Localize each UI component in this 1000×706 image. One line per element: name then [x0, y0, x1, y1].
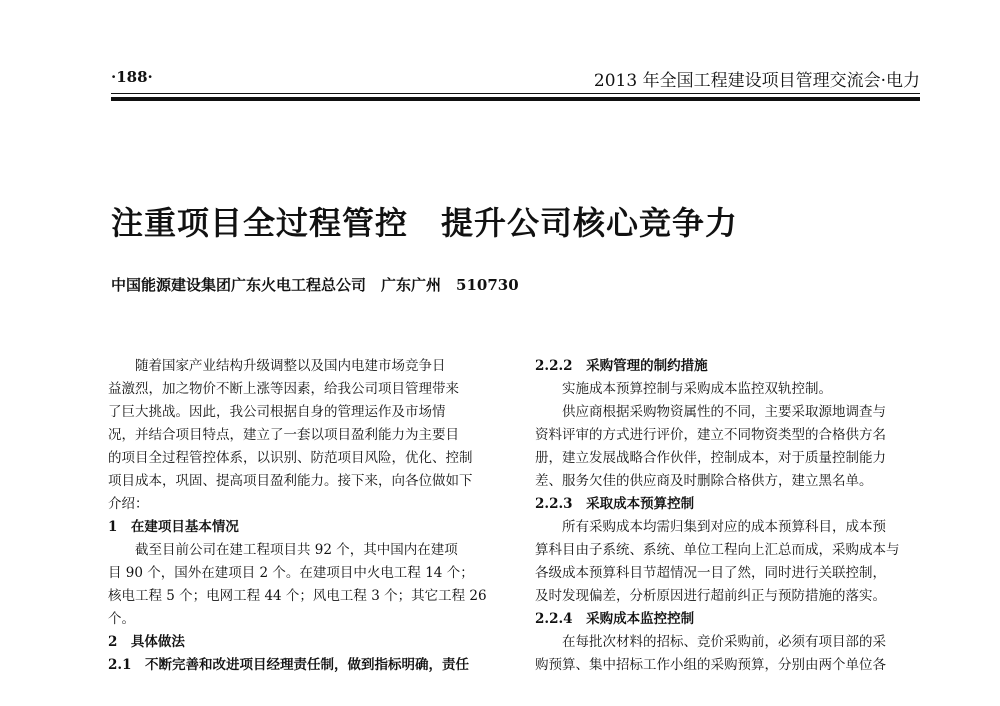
paragraph-line: 资料评审的方式进行评价，建立不同物资类型的合格供方名: [535, 427, 886, 443]
paragraph-line: 供应商根据采购物资属性的不同，主要采取源地调查与: [562, 404, 886, 420]
paragraph-line: 购预算、集中招标工作小组的采购预算，分别由两个单位各: [535, 657, 886, 673]
paragraph-line: 册，建立发展战略合作伙伴，控制成本，对于质量控制能力: [535, 450, 886, 466]
paragraph-line: 项目成本，巩固、提高项目盈利能力。接下来，向各位做如下: [108, 473, 473, 489]
right-column: [535, 355, 927, 677]
subsection-heading: 2.2.3 采取成本预算控制: [535, 496, 695, 512]
paragraph-line: 况，并结合项目特点，建立了一套以项目盈利能力为主要目: [108, 427, 459, 443]
article-title: 注重项目全过程管控 提升公司核心竞争力: [111, 204, 739, 242]
section-heading: 2 具体做法: [108, 634, 185, 650]
subsection-heading: 2.2.4 采购成本监控控制: [535, 611, 695, 627]
subsection-heading: 2.1 不断完善和改进项目经理责任制，做到指标明确，责任: [108, 657, 469, 673]
paragraph-line: 所有采购成本均需归集到对应的成本预算科目，成本预: [562, 519, 886, 535]
paragraph-line: 了巨大挑战。因此，我公司根据自身的管理运作及市场情: [108, 404, 446, 420]
paragraph-line: 实施成本预算控制与采购成本监控双轨控制。: [562, 381, 832, 397]
author-affiliation: 中国能源建设集团广东火电工程总公司 广东广州 510730: [111, 276, 519, 294]
paragraph-line: 个。: [108, 611, 135, 627]
header-rule-thin: [111, 93, 920, 94]
paragraph-line: 及时发现偏差，分析原因进行超前纠正与预防措施的落实。: [535, 588, 886, 604]
paragraph-line: 核电工程 5 个；电网工程 44 个；风电工程 3 个；其它工程 26: [108, 588, 487, 604]
paragraph-line: 益激烈，加之物价不断上涨等因素，给我公司项目管理带来: [108, 381, 459, 397]
paragraph-line: 在每批次材料的招标、竞价采购前，必须有项目部的采: [562, 634, 886, 650]
paragraph-line: 介绍：: [108, 496, 149, 512]
running-title: 2013 年全国工程建设项目管理交流会·电力: [593, 71, 920, 91]
paragraph-line: 的项目全过程管控体系，以识别、防范项目风险，优化、控制: [108, 450, 473, 466]
paragraph-line: 随着国家产业结构升级调整以及国内电建市场竞争日: [135, 358, 446, 374]
page-number: ·188·: [111, 68, 153, 86]
subsection-heading: 2.2.2 采购管理的制约措施: [535, 358, 708, 374]
paragraph-line: 各级成本预算科目节超情况一目了然，同时进行关联控制，: [535, 565, 886, 581]
left-column: [108, 355, 503, 677]
paragraph-line: 算科目由子系统、系统、单位工程向上汇总而成，采购成本与: [535, 542, 900, 558]
section-heading: 1 在建项目基本情况: [108, 519, 239, 535]
paragraph-line: 差、服务欠佳的供应商及时删除合格供方，建立黑名单。: [535, 473, 873, 489]
header-rule-thick: [111, 97, 920, 101]
paragraph-line: 截至目前公司在建工程项目共 92 个，其中国内在建项: [135, 542, 458, 558]
paragraph-line: 目 90 个，国外在建项目 2 个。在建项目中火电工程 14 个；: [108, 565, 474, 581]
